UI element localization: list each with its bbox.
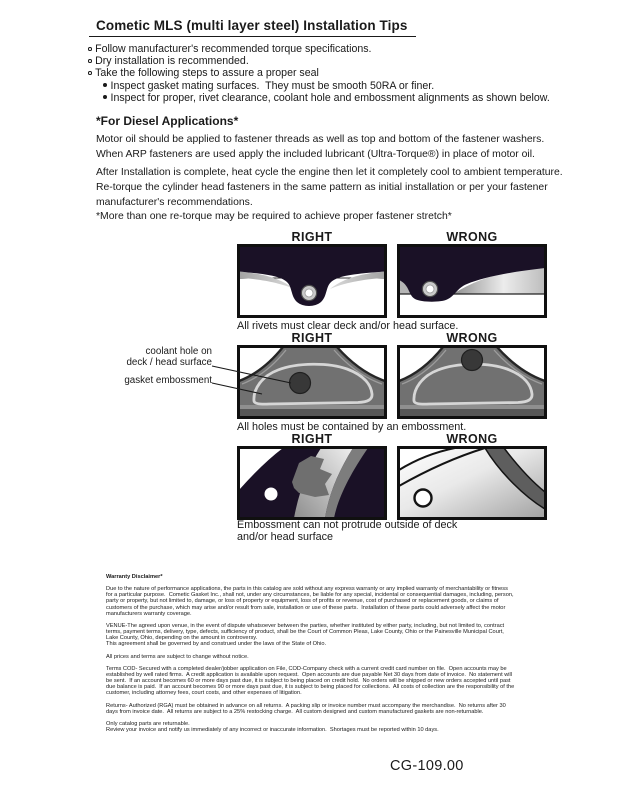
warranty-line: Due to the nature of performance applications, the parts in this catalog are sold without any express warranty or any implied warranty of merchantability or fitness for a particular purpose. Cometic Gasket Inc., shall not, under any circumstances, be liable for any special, incidental or consequential damages, including, person, party or property, but not limited to, damage, or loss of property or equipment, loss of profits or revenue, cost of purchased or replacement goods, or claims of customers of the purchase, which may arise and/or result from sale, installation or use of these parts. Installation of these parts could adversely affect the motor manufacturers warranty coverage. [106,586,516,617]
rivet-center [305,289,313,297]
diagram-rivets-wrong-panel [397,244,547,318]
bullet-marker-icon [103,83,107,87]
warranty-line: Terms COD- Secured with a completed dealer/jobber application on File, COD-Company check with a current credit card number on file. Open accounts may be established by well rated firms. A credit application is available upon request. Open accounts are due payable Net 30 days from date of invoice. No statement will be sent. If an account becomes 60 or more days past due, it is subject to being placed on credit hold. No orders will be shipped or new orders accepted until past due balance is paid. If an account becomes 90 or more days past due, it is subject to being placed for collections. All costs of collection are the responsibility of the customer, including attorney fees, court costs, and other expenses of litigation. [106,665,516,697]
tips-list [88,43,578,104]
label-coolant-line2: deck / head surface [126,357,212,369]
holes-caption: All holes must be contained by an embossment. [237,421,467,433]
bullet-marker-icon [103,95,107,99]
embossment-caption-line1: Embossment can not protrude outside of deck [237,519,458,531]
warranty-line: Review your invoice and notify us immediately of any incorrect or inaccurate information. Shortages must be reported within 10 days. [106,726,439,733]
tip-sub-item [103,92,578,104]
bullet-marker-icon [88,47,92,51]
tip-text: Take the following steps to assure a proper seal [95,67,319,80]
tip-text: Inspect for proper, rivet clearance, coolant hole and embossment alignments as shown below. [110,91,550,104]
warranty-paragraph [106,586,516,617]
diagram-rivets-right-panel [237,244,387,318]
label-coolant-hole [110,346,212,369]
tip-sub-item [103,80,578,92]
bolt-hole [415,490,432,507]
holes-right-label: RIGHT [291,331,333,345]
bullet-marker-icon [88,59,92,63]
rivets-caption: All rivets must clear deck and/or head surface. [237,320,459,332]
diagram-embossment-right-panel [237,446,387,520]
page-title: Cometic MLS (multi layer steel) Installation Tips [89,18,416,37]
diesel-note: *More than one re-torque may be required to achieve proper fastener stretch* [96,211,452,222]
tip-item [88,43,578,55]
warranty-heading: Warranty Disclaimer* [106,574,163,580]
tip-text: Dry installation is recommended. [95,55,249,68]
tip-item [88,55,578,67]
warranty-line: Returns- Authorized (RGA) must be obtained in advance on all returns. A packing slip or invoice number must accompany the merchandise. No returns after 30 days from invoice date. All returns are subject to a 25% restocking charge. All custom designed and custom manufactured gaskets are non-returnable. [106,702,508,715]
warranty-paragraph [106,623,516,648]
diagram-holes-wrong-panel [397,345,547,419]
leader-lines [210,360,305,400]
coolant-hole [462,350,483,371]
tip-text: Inspect gasket mating surfaces. They must be smooth 50RA or finer. [110,79,435,92]
rivets-wrong-label: WRONG [446,230,498,244]
embossment-caption-line2: and/or head surface [237,531,334,544]
holes-wrong-label: WRONG [446,331,498,345]
bullet-marker-icon [88,71,92,75]
warranty-line: Only catalog parts are returnable. [106,720,190,727]
embossment-right-label: RIGHT [291,432,333,446]
diagram-embossment-wrong-panel [397,446,547,520]
bolt-hole [265,488,278,501]
diesel-heading: *For Diesel Applications* [96,114,239,128]
embossment-wrong-label: WRONG [446,432,498,446]
rivet-center [426,285,434,293]
warranty-line: All prices and terms are subject to change without notice. [106,653,249,660]
tip-text: Follow manufacturer's recommended torque specifications. [95,43,372,55]
warranty-paragraph [106,703,516,715]
embossment-caption [237,519,457,544]
warranty-paragraphs [106,586,516,733]
diesel-paragraph: After Installation is complete, heat cycle the engine then let it completely cool to ambient temperature. Re-torque the cylinder head fasteners in the same pattern as initial installation or per your fastener manufacturer's recommendations. [96,167,566,208]
warranty-section [106,574,516,739]
rivets-right-label: RIGHT [291,230,333,244]
diesel-paragraph: Motor oil should be applied to fastener threads as well as top and bottom of the fastener washers. When ARP fasteners are used apply the included lubricant (Ultra-Torque®) in place of motor oil. [96,134,548,160]
warranty-paragraph [106,666,516,697]
label-coolant-line1: coolant hole on [145,346,212,357]
tip-item [88,67,578,79]
page-number: CG-109.00 [390,758,464,774]
warranty-paragraph [106,654,516,660]
warranty-paragraph [106,721,516,733]
warranty-line: This agreement shall be governed by and construed under the laws of the State of Ohio. [106,641,327,648]
label-gasket-embossment: gasket embossment [124,375,212,386]
warranty-line: VENUE-The agreed upon venue, in the event of dispute whatsoever between the parties, whether instituted by either party, including, but not limited to, contract terms, payment terms, delivery, type, defects, sufficiency of product, shall be the Court of Common Pleas, Lake County, Ohio or the Painesville Municipal Court, Lake County, Ohio, depending on the amount in controversy. [106,622,506,642]
